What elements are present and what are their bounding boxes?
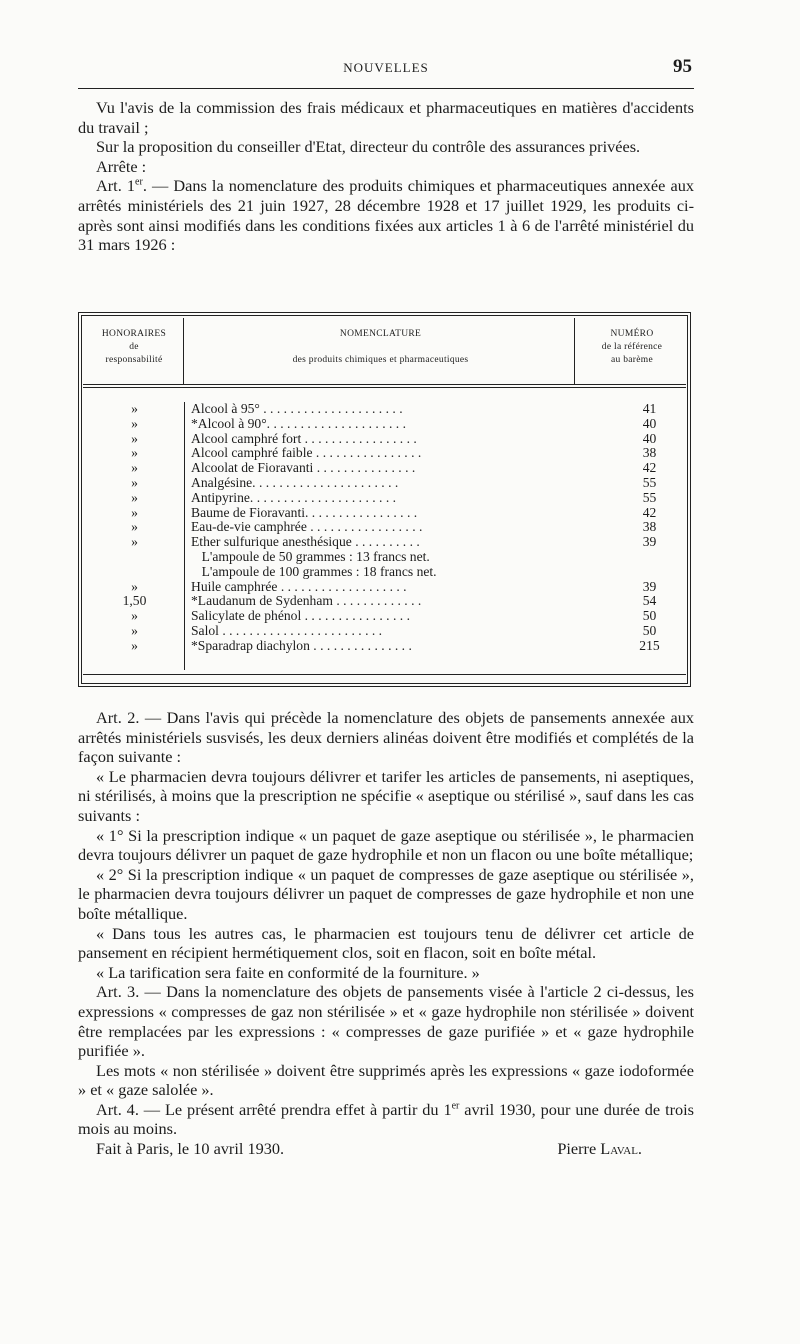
table-row: [83, 432, 683, 447]
table-row: [83, 476, 683, 491]
article-1-sup: er: [135, 176, 143, 188]
fee-cell: [83, 565, 184, 580]
signature-line: [78, 1139, 694, 1159]
paragraph: « La tarification sera faite en conformité de la fourniture. »: [96, 962, 480, 982]
header-col-divider-2: [574, 318, 575, 384]
fee-cell: »: [131, 460, 138, 476]
table-row: [83, 550, 683, 565]
reference-cell: 54: [642, 593, 657, 609]
header-rule-1: [83, 384, 686, 385]
product-cell: L'ampoule de 50 grammes : 13 francs net.: [201, 549, 430, 564]
paragraph: Les mots « non stérilisée » doivent être supprimés après les expressions « gaze iodoformée » et « gaze salolée ».: [78, 1060, 694, 1100]
table-row: [83, 417, 683, 432]
product-cell: Analgésine. . . . . . . . . . . . . . . . . . . . . .: [191, 475, 399, 490]
fee-cell: »: [131, 504, 138, 520]
fee-cell: »: [131, 622, 138, 638]
fee-cell: [83, 550, 184, 565]
running-title: NOUVELLES: [343, 60, 429, 75]
article-4: Art. 4. — Le présent arrêté prendra effet à partir du 1er avril 1930, pour une durée de trois mois au moins.: [78, 1099, 695, 1139]
product-cell: Eau-de-vie camphrée . . . . . . . . . . . . . . . . .: [191, 520, 423, 535]
reference-cell: [578, 550, 683, 565]
article-1-label: Art. 1: [96, 176, 136, 196]
table-row: [83, 594, 683, 609]
signer: Pierre Laval.: [557, 1139, 642, 1159]
reference-cell: 50: [642, 608, 657, 624]
fee-cell: »: [131, 608, 138, 624]
table-row: [83, 580, 683, 595]
fee-cell: »: [131, 430, 138, 446]
paragraph: Art. 2. — Dans l'avis qui précède la nomenclature des objets de pansements annexée aux arrêtés ministériels susvisés, les deux derniers alinéas doivent être modifiés et complétés de la façon suivante :: [78, 708, 694, 767]
reference-cell: 55: [642, 489, 657, 505]
reference-cell: 42: [642, 504, 657, 520]
intro-paragraph: Arrête :: [96, 156, 147, 176]
header-rule: [78, 88, 694, 89]
product-cell: *Sparadrap diachylon . . . . . . . . . . . . . . .: [191, 638, 412, 653]
product-cell: Baume de Fioravanti. . . . . . . . . . . . . . . . .: [191, 505, 418, 520]
paragraph: « 2° Si la prescription indique « un paquet de compresses de gaze aseptique ou stérilisée », le pharmacien devra toujours délivrer un paquet de compresses de gaze hydrophile et non une boîte métallique.: [78, 864, 694, 923]
paragraph: « Dans tous les autres cas, le pharmacien est toujours tenu de délivrer cet article de pansement en récipient hermétiquement clos, soit en flacon, soit en boîte métal.: [78, 923, 694, 963]
table-row: [83, 506, 683, 521]
fee-cell: »: [131, 578, 138, 594]
table-row: [83, 535, 683, 550]
reference-cell: 38: [642, 519, 657, 535]
bottom-rule: [83, 674, 686, 675]
fee-cell: »: [131, 519, 138, 535]
paragraph: « 1° Si la prescription indique « un paquet de gaze aseptique ou stérilisée », le pharmacien devra toujours délivrer un paquet de gaze hydrophile et non un flacon ou une boîte métallique;: [78, 825, 694, 865]
page-number: 95: [673, 56, 692, 77]
product-cell: Alcoolat de Fioravanti . . . . . . . . . . . . . . .: [191, 461, 416, 476]
fee-cell: »: [131, 474, 138, 490]
table-row: [83, 639, 683, 654]
nomenclature-table: [78, 312, 692, 688]
paragraph: Art. 3. — Dans la nomenclature des objets de pansements visée à l'article 2 ci-dessus, les expressions « compresses de gaz non stérilisée » et « gaze hydrophile non stérilisée » doivent être remplacées par les expressions : « compresses de gaze purifiée » et « gaze hydrophile purifiée ».: [78, 982, 694, 1061]
table-row: [83, 461, 683, 476]
product-cell: Salol . . . . . . . . . . . . . . . . . . . . . . . .: [191, 623, 383, 638]
product-cell: Huile camphrée . . . . . . . . . . . . . . . . . . .: [191, 579, 407, 594]
product-cell: *Laudanum de Sydenham . . . . . . . . . . . . .: [191, 594, 422, 609]
product-cell: Antipyrine. . . . . . . . . . . . . . . . . . . . . .: [191, 490, 397, 505]
fee-cell: »: [131, 489, 138, 505]
fee-cell: »: [131, 534, 138, 550]
table-row: [83, 491, 683, 506]
reference-cell: [578, 565, 683, 580]
intro-paragraph: Sur la proposition du conseiller d'Etat, directeur du contrôle des assurances privées.: [96, 137, 641, 157]
table-row: [83, 624, 683, 639]
product-cell: Alcool camphré fort . . . . . . . . . . . . . . . . .: [191, 431, 417, 446]
product-cell: Alcool à 95° . . . . . . . . . . . . . . . . . . . . .: [191, 402, 403, 416]
header-reference-number: NUMÉRO de la référence au barème: [601, 329, 663, 365]
header-fees: HONORAIRES de responsabilité: [101, 329, 167, 365]
product-cell: Ether sulfurique anesthésique . . . . . . . . . .: [191, 535, 420, 550]
article-1-text: . — Dans la nomenclature des produits chimiques et pharmaceutiques annexée aux arrêtés ministériels des 21 juin 1927, 28 décembre 1928 et 17 juillet 1929, les produits ci-après sont ainsi modifiés dans les conditions fixées aux articles 1 à 6 de l'arrêté ministériel du 31 mars 1926 :: [78, 176, 695, 255]
body-text: [78, 98, 694, 255]
reference-cell: 38: [642, 445, 657, 461]
table-row: [83, 565, 683, 580]
reference-cell: 42: [642, 460, 657, 476]
paragraph: « Le pharmacien devra toujours délivrer et tarifer les articles de pansements, ni aseptiques, ni stérilisés, à moins que la prescription ne spécifie « aseptique ou stérilisé », sauf dans les cas suivants :: [78, 766, 694, 825]
table-row: [83, 520, 683, 535]
header-rule-2: [83, 387, 686, 388]
table-row: [83, 609, 683, 624]
table-row: [83, 402, 683, 417]
fee-cell: »: [131, 637, 138, 653]
fee-cell: »: [131, 445, 138, 461]
reference-cell: 215: [639, 637, 660, 653]
fee-cell: 1,50: [122, 593, 147, 609]
product-cell: Alcool camphré faible . . . . . . . . . . . . . . . .: [191, 446, 422, 461]
place-date: Fait à Paris, le 10 avril 1930.: [96, 1139, 285, 1159]
header-nomenclature: NOMENCLATURE des produits chimiques et pharmaceutiques: [292, 329, 469, 365]
fee-cell: »: [131, 401, 138, 416]
article-1: [78, 176, 694, 254]
product-cell: L'ampoule de 100 grammes : 18 francs net.: [201, 564, 437, 579]
reference-cell: 40: [642, 430, 657, 446]
reference-cell: 55: [642, 474, 657, 490]
reference-cell: 41: [642, 401, 657, 416]
intro-paragraph: Vu l'avis de la commission des frais médicaux et pharmaceutiques en matières d'accidents du travail ;: [78, 98, 694, 137]
reference-cell: 39: [642, 578, 657, 594]
header-col-divider-1: [183, 318, 184, 384]
product-cell: *Alcool à 90°. . . . . . . . . . . . . . . . . . . . .: [191, 416, 406, 431]
fee-cell: »: [131, 415, 138, 431]
reference-cell: 50: [642, 622, 657, 638]
product-cell: Salicylate de phénol . . . . . . . . . . . . . . . .: [191, 609, 410, 624]
table-body: [83, 402, 683, 654]
reference-cell: 39: [642, 534, 657, 550]
page-header: [78, 56, 694, 84]
table-row: [83, 446, 683, 461]
reference-cell: 40: [642, 415, 657, 431]
body-text-continued: [78, 708, 694, 1159]
